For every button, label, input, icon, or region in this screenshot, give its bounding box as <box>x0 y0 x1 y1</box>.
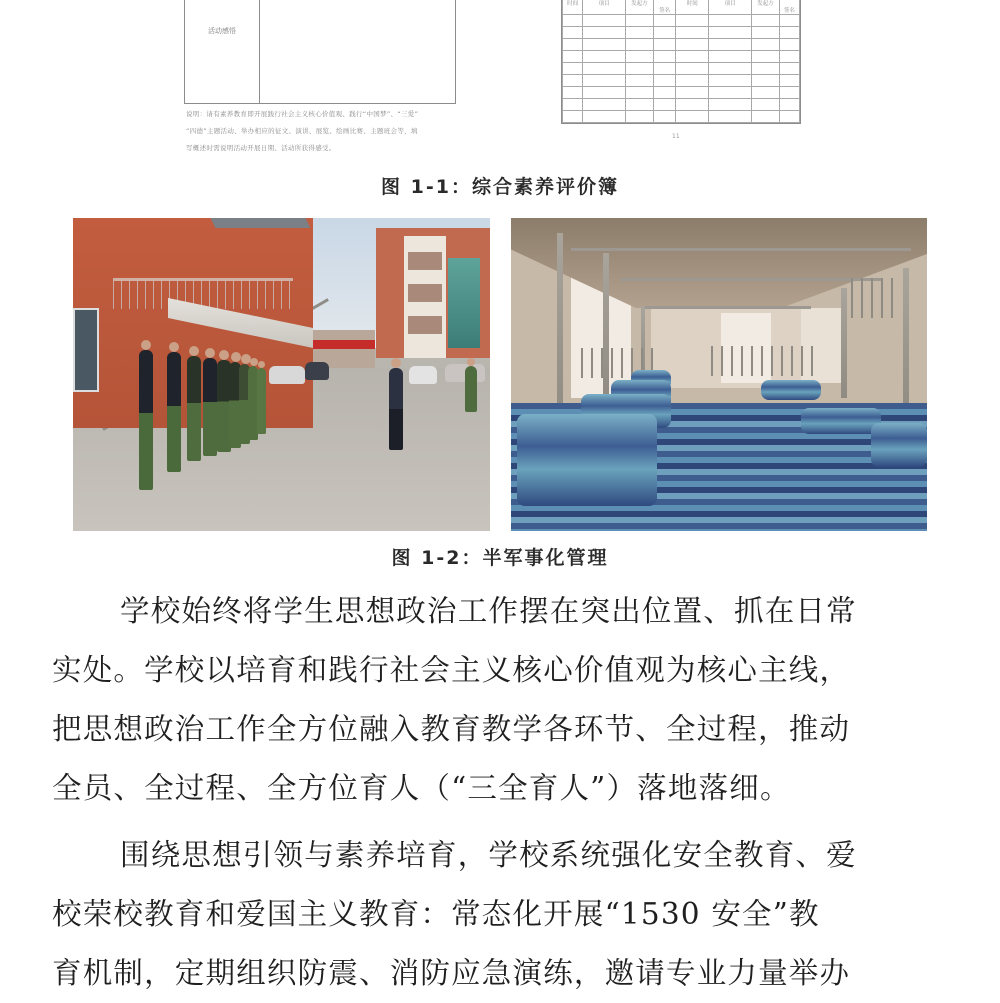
photo-students-lined-up <box>73 218 490 531</box>
form-note-line: “四德”主题活动、举办相应的征文、演讲、展览、绘画比赛、主题班会等，填 <box>186 127 418 135</box>
pillow <box>871 423 927 467</box>
table-header-cell: 签名 <box>779 0 799 15</box>
form-note-line: 说明：请有素养教育即开展践行社会主义核心价值观、践行“中国梦”、“三爱” <box>186 110 419 118</box>
table-row <box>563 87 800 99</box>
student <box>167 352 181 472</box>
paragraph-line <box>52 582 952 641</box>
table-header-cell: 时间 <box>676 0 709 15</box>
figure-1-1-caption: 图 1-1：综合素养评价簿 <box>381 176 619 198</box>
paragraph-line: 育机制，定期组织防震、消防应急演练，邀请专业力量举办 <box>52 956 851 990</box>
table-row <box>563 75 800 87</box>
form-note <box>186 106 462 157</box>
line-text: 学校始终将学生思想政治工作摆在突出位置、抓在日常 <box>120 594 857 628</box>
table-row <box>563 27 800 39</box>
record-table <box>562 0 800 123</box>
photo-dormitory-beds <box>511 218 927 531</box>
table-header-cell: 发起方 <box>626 0 654 15</box>
paragraph-safety-education <box>52 826 952 1003</box>
red-banner <box>309 340 375 349</box>
form-label-column <box>185 0 260 103</box>
table-row <box>563 111 800 123</box>
pillow <box>761 380 821 400</box>
paragraph-line: 校荣校教育和爱国主义教育：常态化开展“1530 安全”教 <box>52 897 820 931</box>
paragraph-line: 实处。学校以培育和践行社会主义核心价值观为核心主线， <box>52 653 851 687</box>
student <box>465 366 477 412</box>
page-number: 11 <box>672 133 680 140</box>
evaluation-form-left-page <box>184 0 456 104</box>
table-header-cell: 时间 <box>563 0 583 15</box>
table-header-cell: 项目 <box>583 0 626 15</box>
bed-post <box>903 268 909 418</box>
frame-beam <box>571 248 911 251</box>
paragraph-ideological-work <box>52 582 952 818</box>
student <box>203 358 217 456</box>
student <box>257 368 266 434</box>
table-header-row <box>563 0 800 15</box>
car <box>269 366 305 384</box>
pillow <box>801 408 881 434</box>
student <box>187 356 201 461</box>
frame-beam <box>641 306 811 309</box>
teacher-with-microphone <box>389 368 403 450</box>
paragraph-line <box>52 826 952 885</box>
table-header-cell: 发起方 <box>752 0 780 15</box>
table-row <box>563 99 800 111</box>
frame-beam <box>621 278 881 281</box>
paragraph-line: 把思想政治工作全方位融入教育教学各环节、全过程，推动 <box>52 712 851 746</box>
bed-post <box>603 253 609 403</box>
folded-quilt <box>517 414 657 506</box>
table-header-cell: 项目 <box>709 0 752 15</box>
bed-post <box>841 288 847 398</box>
table-header-cell: 签名 <box>653 0 676 15</box>
table-row <box>563 15 800 27</box>
student <box>139 350 153 490</box>
bed-rail <box>711 346 821 376</box>
figure-1-2-caption: 图 1-2：半军事化管理 <box>391 547 609 569</box>
line-text: 围绕思想引领与素养培育，学校系统强化安全教育、爱 <box>120 838 857 872</box>
car <box>305 362 329 380</box>
ladder <box>851 278 901 318</box>
building-right <box>376 228 490 358</box>
car <box>409 366 437 384</box>
evaluation-form-right-page <box>561 0 801 124</box>
form-note-line: 写概述时需说明活动开展日期、活动所获得感受。 <box>186 144 336 152</box>
activity-reflection-label: 活动感悟 <box>208 27 236 35</box>
table-row <box>563 39 800 51</box>
table-row <box>563 51 800 63</box>
bed-post <box>557 233 563 423</box>
paragraph-line: 全员、全过程、全方位育人（“三全育人”）落地落细。 <box>52 771 791 805</box>
table-row <box>563 63 800 75</box>
